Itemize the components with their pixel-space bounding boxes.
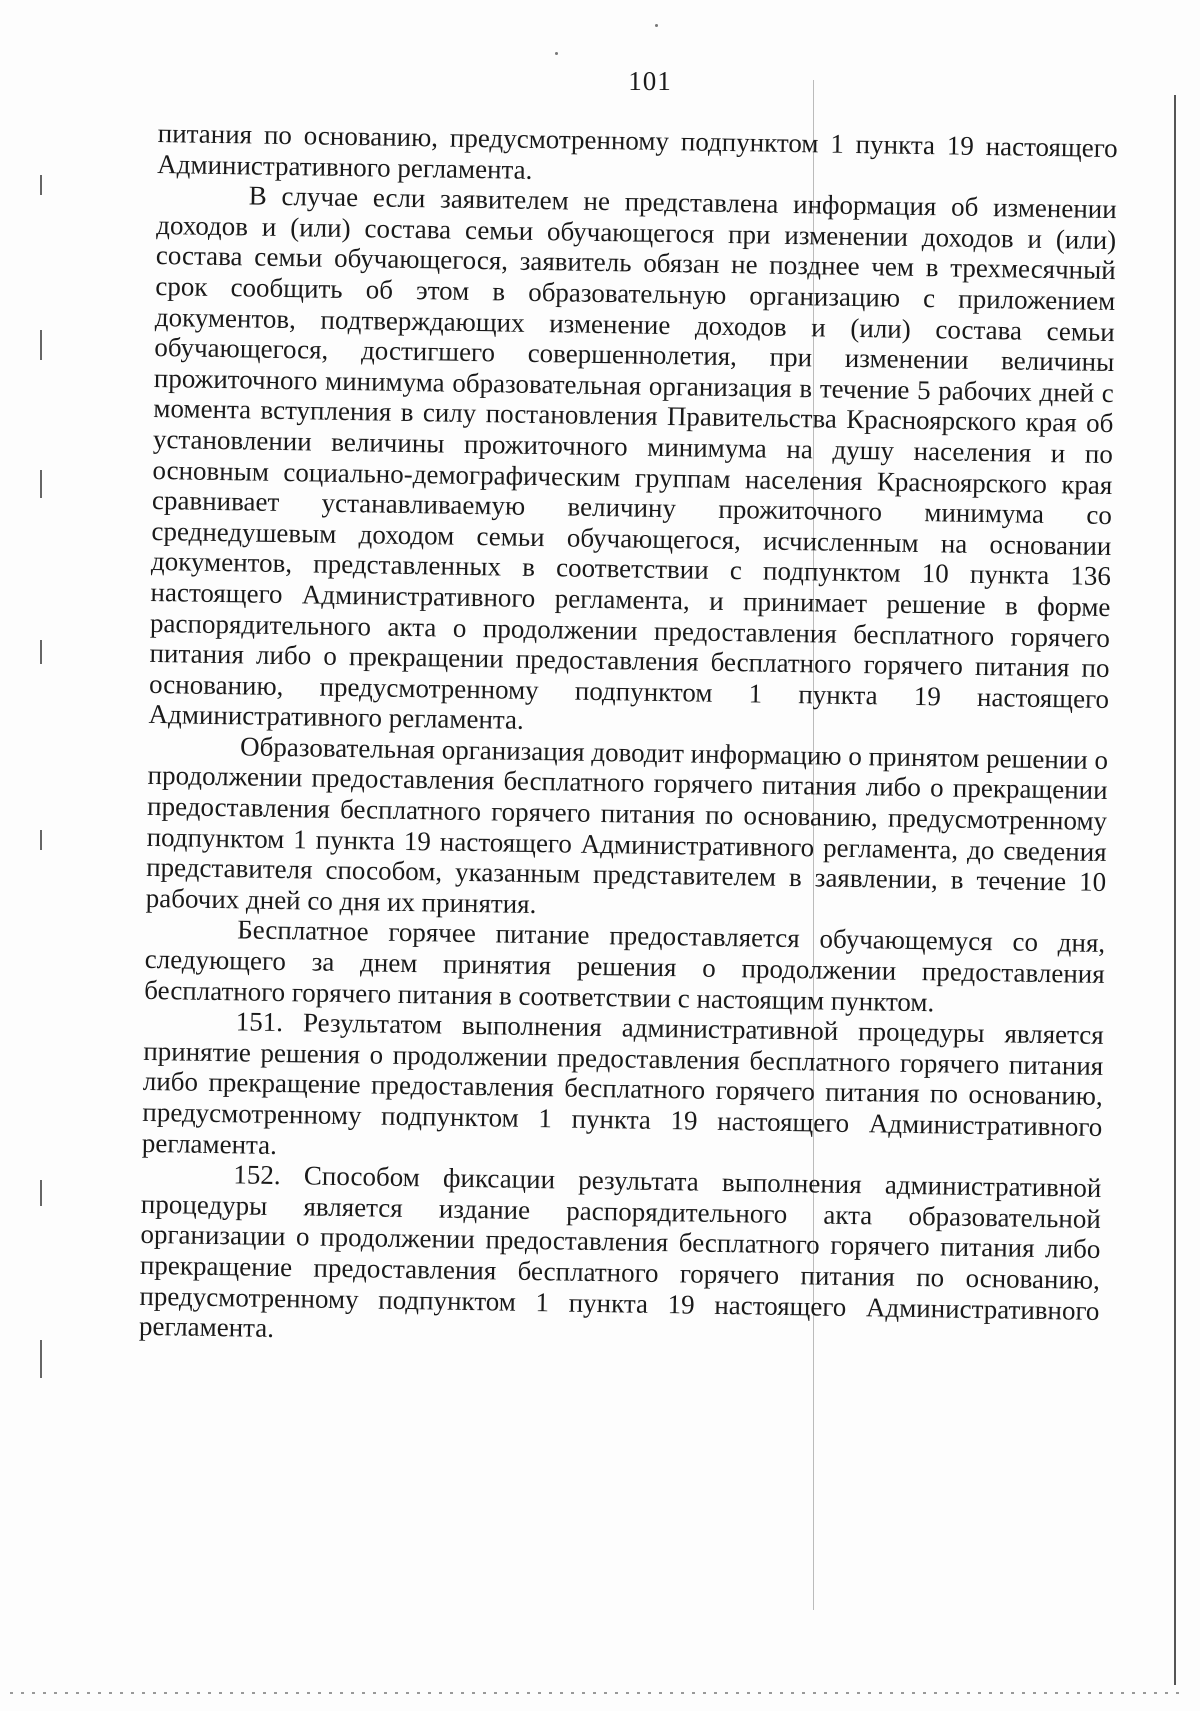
scan-margin-mark <box>40 1180 42 1206</box>
scan-dust <box>655 24 658 27</box>
page-number: 101 <box>628 66 672 96</box>
paragraph-continuation: питания по основанию, предусмотренному подпунктом 1 пункта 19 настоящего Административного регламента. <box>157 118 1118 185</box>
scan-margin-mark <box>40 330 42 360</box>
scan-edge-line <box>1174 95 1176 1685</box>
paragraph: Бесплатное горячее питание предоставляется обучающемуся со дня, следующего за днем принятия решения о продолжении предоставления бесплатного горячего питания в соответствии с настоящим пунктом. <box>144 914 1106 1017</box>
scan-margin-mark <box>40 640 42 664</box>
paragraph-item-151: 151. Результатом выполнения административной процедуры является принятие решения о продолжении предоставления бесплатного горячего питания либо прекращение предоставления бесплатного горячего питания по основанию, предусмотренному подпунктом 1 пункта 19 настоящего Административного регламента. <box>141 1006 1104 1160</box>
scan-margin-mark <box>40 470 42 498</box>
scan-dust <box>555 52 558 55</box>
scan-bottom-edge <box>10 1692 1180 1694</box>
scan-margin-mark <box>40 830 42 850</box>
paragraph: Образовательная организация доводит информацию о принятом решении о продолжении предоставления бесплатного горячего питания либо о прекращении предоставления бесплатного горячего питания по основанию, предусмотренному подпунктом 1 пункта 19 настоящего Административного регламента, до сведения представителя способом, указанным представителем в заявлении, в течение 10 рабочих дней со дня их принятия. <box>145 731 1109 919</box>
paragraph-item-152: 152. Способом фиксации результата выполнения административной процедуры является издание распорядительного акта образовательной организации о продолжении предоставления бесплатного горячего питания либо прекращение предоставления бесплатного горячего питания по основанию, предусмотренному подпунктом 1 пункта 19 настоящего Административного регламента. <box>138 1159 1102 1344</box>
scan-margin-mark <box>40 1340 42 1378</box>
paragraph: В случае если заявителем не представлена информация об изменении доходов и (или) состава семьи обучающегося при изменении доходов и (или) состава семьи обучающегося, заявитель обязан не позднее чем в трехмесячный срок сообщить об этом в образовательную организацию с приложением документов, подтверждающих изменение доходов и (или) состава семьи обучающегося, достигшего совершеннолетия, при изменении величины прожиточного минимума образовательная организация в течение 5 рабочих дней с момента вступления в силу постановления Правительства Красноярского края об установлении величины прожиточного минимума на душу населения и по основным социально-демографическим группам населения Красноярского края сравнивает устанавливаемую величину прожиточного минимума со среднедушевым доходом семьи обучающегося, исчисленным на основании документов, представленных в соответствии с подпунктом 10 пункта 136 настоящего Административного регламента, и принимает решение в форме распорядительного акта о продолжении предоставления бесплатного горячего питания либо о прекращении предоставления бесплатного горячего питания по основанию, предусмотренному подпунктом 1 пункта 19 настоящего Административного регламента. <box>148 180 1117 736</box>
document-body <box>139 118 1118 1357</box>
scan-margin-mark <box>40 175 42 195</box>
